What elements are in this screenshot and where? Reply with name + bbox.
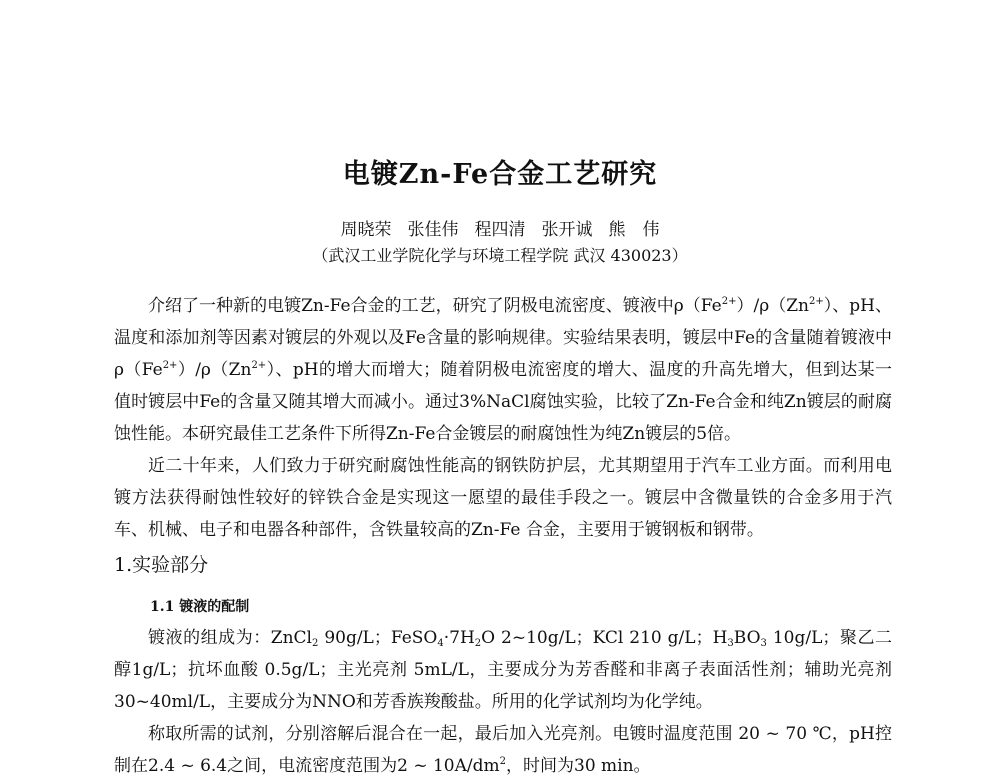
- subscript: 4: [437, 638, 444, 649]
- abstract-text: ）/ρ（Zn: [736, 296, 809, 316]
- bath-text: ·7H: [443, 628, 475, 648]
- bath-composition: [114, 622, 892, 782]
- abstract-text: ）、pH的增大而增大；随着阴极电流密度的增大、温度的升高先增大，但到达某一值时镀层中Fe的含量又随其增大而减小。通过3%NaCl腐蚀实验，比较了Zn-Fe合金和纯Zn镀层的耐腐蚀性能。本研究最佳工艺条件下所得Zn-Fe合金镀层的耐腐蚀性为纯Zn镀层的5倍。: [114, 360, 893, 444]
- subscript: 2: [474, 638, 482, 649]
- subscript: 3: [760, 638, 767, 649]
- superscript: 2+: [251, 360, 267, 371]
- superscript: 2+: [721, 296, 737, 307]
- author-name: 张开诚: [541, 220, 593, 240]
- abstract-paragraph: [114, 290, 892, 450]
- intro-paragraph: 近二十年来，人们致力于研究耐腐蚀性能高的钢铁防护层，尤其期望用于汽车工业方面。而利用电镀方法获得耐蚀性较好的锌铁合金是实现这一愿望的最佳手段之一。镀层中含微量铁的合金多用于汽车、机械、电子和电器各种部件，含铁量较高的Zn-Fe 合金，主要用于镀钢板和钢带。: [114, 456, 892, 540]
- bath-paragraph: [114, 622, 892, 718]
- subscript: 2: [312, 638, 319, 649]
- bath-text: 10g/L；聚乙二醇1g/L；抗坏血酸 0.5g/L；主光亮剂 5mL/L，主要成分为芳香醛和非离子表面活性剂；辅助光亮剂30~40ml/L，主要成分为NNO和芳香族羧酸盐。所用的化学试剂均为化学纯。: [114, 628, 893, 712]
- superscript: 2: [499, 756, 507, 767]
- subsection-heading: 1.1 镀液的配制: [150, 599, 250, 615]
- bath-text: 90g/L；FeSO: [318, 628, 438, 648]
- paper-title: 电镀Zn-Fe合金工艺研究: [342, 159, 658, 190]
- procedure-text: ，时间为30 min。: [506, 756, 651, 776]
- author-list: [0, 215, 1000, 240]
- section-heading: 1.实验部分: [114, 554, 209, 576]
- superscript: 2+: [162, 360, 178, 371]
- procedure-text: 称取所需的试剂，分别溶解后混合在一起，最后加入光亮剂。电镀时温度范围 20 ~ 70 ℃，pH控制在2.4 ~ 6.4之间，电流密度范围为2 ~ 10A/dm: [114, 724, 892, 776]
- author-name: 熊 伟: [608, 220, 660, 240]
- introduction: [114, 450, 892, 546]
- abstract-text: ）/ρ（Zn: [177, 360, 252, 380]
- affiliation: （武汉工业学院化学与环境工程学院 武汉 430023）: [312, 246, 688, 265]
- bath-text: BO: [733, 628, 761, 648]
- author-name: 周晓荣: [340, 220, 392, 240]
- superscript: 2+: [808, 296, 824, 307]
- author-name: 张佳伟: [407, 220, 459, 240]
- abstract-text: 介绍了一种新的电镀Zn-Fe合金的工艺，研究了阴极电流密度、镀液中ρ（Fe: [148, 296, 722, 316]
- abstract-text: ）、pH、温度和添加剂等因素对镀层的外观以及Fe含量的影响规律。实验结果表明，镀层中Fe的含量随着镀液中ρ（Fe: [114, 296, 892, 380]
- procedure-paragraph: [114, 718, 892, 782]
- bath-text: 镀液的组成为：ZnCl: [148, 628, 312, 648]
- bath-text: O 2~10g/L；KCl 210 g/L；H: [481, 628, 728, 648]
- subscript: 3: [727, 638, 734, 649]
- abstract: [114, 290, 892, 450]
- author-name: 程四清: [474, 220, 526, 240]
